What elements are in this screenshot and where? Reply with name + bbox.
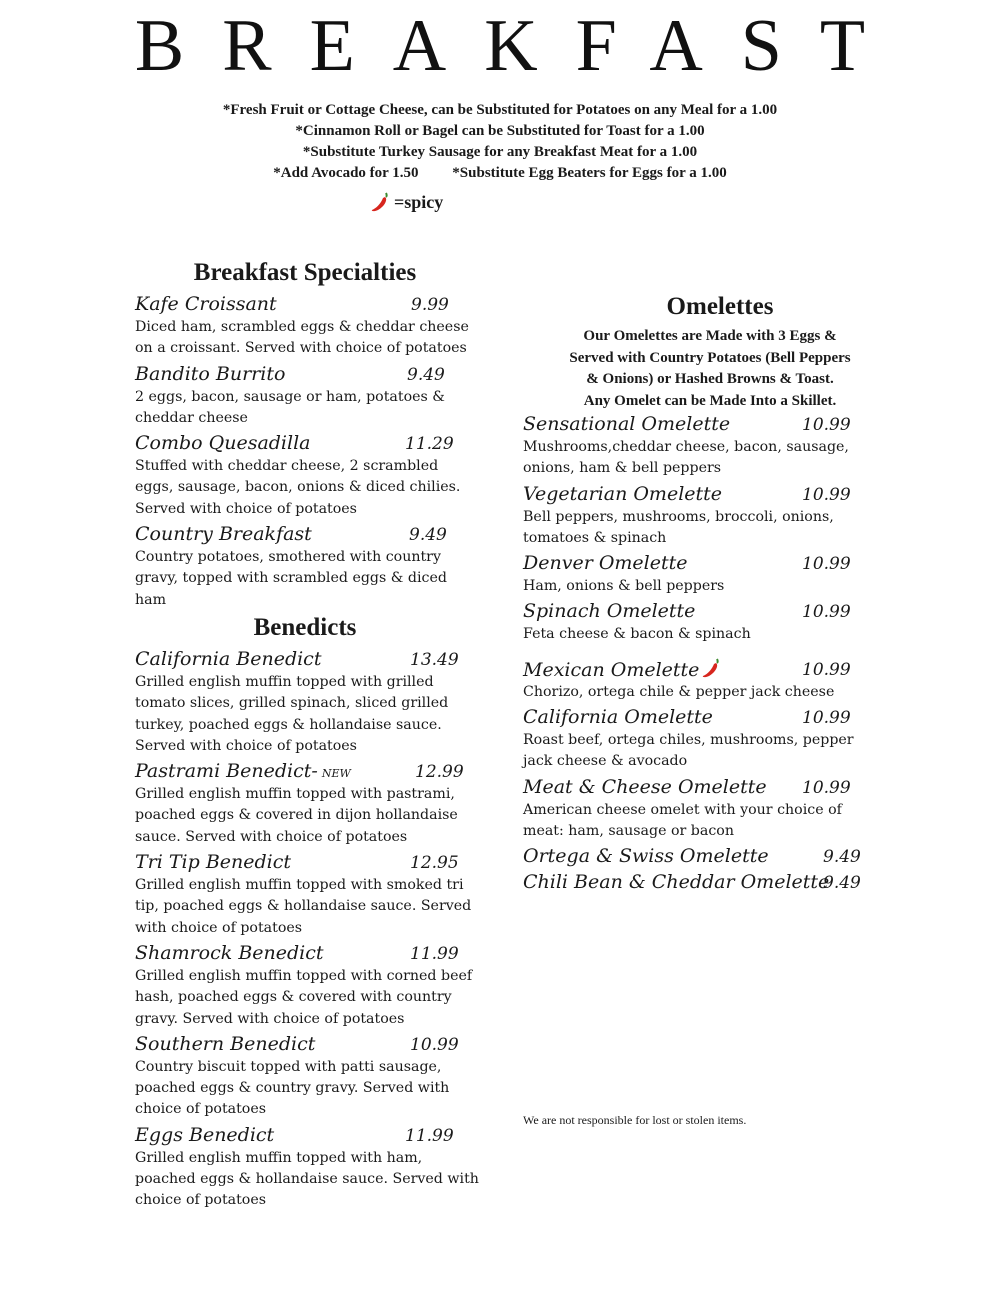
item-price: 10.99 [802, 415, 851, 435]
intro-line: & Onions) or Hashed Browns & Toast. [586, 371, 834, 387]
item-description: Chorizo, ortega chile & pepper jack cheese [523, 683, 835, 700]
item-price: 10.99 [802, 602, 851, 623]
item-price: 10.99 [802, 777, 851, 798]
item-description: Roast beef, ortega chiles, mushrooms, pepper jack cheese & avocado [523, 732, 854, 770]
item-name: Spinach Omelette [523, 600, 696, 623]
item-description: Mushrooms,cheddar cheese, bacon, sausage, onions, ham & bell peppers [523, 439, 849, 477]
menu-item [523, 774, 858, 843]
menu-item [523, 869, 861, 895]
menu-item [135, 521, 480, 611]
item-name: Meat & Cheese Omelette [523, 775, 767, 798]
omelette-intro [540, 326, 880, 412]
section-title-omelettes: Omelettes [666, 293, 774, 320]
item-price: 10.99 [802, 484, 851, 505]
item-name: Tri Tip Benedict [135, 851, 292, 874]
spicy-legend-label: =spicy [394, 191, 444, 212]
menu-item [135, 940, 480, 1030]
footer-note: We are not responsible for lost or stolen items. [523, 1113, 747, 1127]
note-line: *Fresh Fruit or Cottage Cheese, can be Substituted for Potatoes on any Meal for a 1.00 [222, 102, 778, 118]
omelettes-list [523, 411, 861, 895]
item-description: Grilled english muffin topped with corned beef hash, poached eggs & covered with country gravy. Served with choice of potatoes [135, 967, 473, 1027]
menu-item [135, 430, 480, 520]
menu-title: BREAKFAST [134, 5, 904, 87]
item-price: 9.49 [409, 525, 447, 546]
menu-item [523, 411, 858, 480]
item-description: Country potatoes, smothered with country gravy, topped with scrambled eggs & diced ham [135, 549, 447, 608]
item-name: Chili Bean & Cheddar Omelette [523, 871, 830, 894]
item-name: Denver Omelette [523, 552, 688, 575]
item-description: Grilled english muffin topped with pastrami, poached eggs & covered in dijon hollandaise sauce. Served with choice of potatoes [135, 786, 458, 845]
intro-line: Served with Country Potatoes (Bell Peppers [569, 349, 851, 366]
item-price: 9.49 [407, 364, 445, 385]
intro-line: Any Omelet can be Made Into a Skillet. [583, 392, 837, 409]
item-name: California Omelette [523, 706, 713, 729]
menu-item [523, 598, 858, 645]
menu-item [135, 758, 480, 848]
item-description: American cheese omelet with your choice of meat: ham, sausage or bacon [523, 801, 842, 839]
menu-item [135, 291, 480, 360]
item-price: 12.95 [410, 853, 459, 874]
item-name: Shamrock Benedict [135, 941, 324, 964]
new-badge: NEW [321, 767, 351, 781]
item-name: Bandito Burrito [135, 362, 286, 385]
menu-item [135, 1031, 480, 1121]
item-name: Country Breakfast [135, 523, 312, 546]
item-description: Feta cheese & bacon & spinach [523, 626, 751, 643]
menu-item [523, 656, 858, 703]
item-price: 12.99 [415, 762, 464, 783]
section-title-specialties: Breakfast Specialties [193, 259, 417, 286]
substitution-notes [0, 100, 1000, 184]
spicy-legend [368, 190, 443, 214]
menu-item [523, 843, 861, 869]
item-name: Sensational Omelette [523, 413, 731, 435]
item-price: 11.29 [405, 434, 454, 455]
item-price: 10.99 [410, 1034, 459, 1055]
item-name: Mexican Omelette [523, 656, 723, 683]
item-price: 9.49 [823, 847, 861, 868]
menu-item [135, 849, 480, 939]
item-description: Grilled english muffin topped with ham, poached eggs & hollandaise sauce. Served with choice of potatoes [135, 1149, 479, 1209]
item-price: 9.49 [823, 873, 861, 894]
chili-pepper-icon [699, 656, 723, 680]
item-price: 10.99 [802, 708, 851, 729]
item-price: 10.99 [802, 659, 851, 680]
item-description: Grilled english muffin topped with smoked tri tip, poached eggs & hollandaise sauce. Served with choice of potatoes [135, 877, 472, 936]
item-description: Ham, onions & bell peppers [523, 578, 725, 595]
item-name: Ortega & Swiss Omelette [523, 845, 769, 868]
item-name: Vegetarian Omelette [523, 482, 723, 505]
item-price: 11.99 [405, 1125, 454, 1146]
item-description: Grilled english muffin topped with grilled tomato slices, grilled spinach, sliced grilled turkey, poached eggs & hollandaise sauce. Served with choice of potatoes [135, 674, 449, 754]
specialties-list [135, 291, 480, 612]
note-line: *Cinnamon Roll or Bagel can be Substituted for Toast for a 1.00 [295, 123, 705, 139]
item-description: Bell peppers, mushrooms, broccoli, onions, tomatoes & spinach [523, 508, 834, 546]
intro-line: Our Omelettes are Made with 3 Eggs & [583, 328, 837, 344]
item-description: Stuffed with cheddar cheese, 2 scrambled eggs, sausage, bacon, onions & diced chilies. Served with choice of potatoes [135, 458, 461, 517]
menu-item [135, 361, 480, 430]
item-name: Pastrami Benedict- NEW [135, 760, 351, 783]
item-name: Combo Quesadilla [135, 432, 311, 455]
item-name: Eggs Benedict [135, 1123, 275, 1146]
item-price: 9.99 [411, 295, 449, 315]
item-description: 2 eggs, bacon, sausage or ham, potatoes & cheddar cheese [135, 388, 445, 426]
note-line: *Substitute Turkey Sausage for any Breakfast Meat for a 1.00 [302, 144, 698, 160]
benedicts-list [135, 646, 480, 1213]
menu-item [523, 704, 858, 773]
item-price: 10.99 [802, 554, 851, 575]
menu-item [523, 550, 858, 597]
menu-item [523, 481, 858, 550]
item-price: 11.99 [410, 943, 459, 964]
note-line: *Add Avocado for 1.50 *Substitute Egg Beaters for Eggs for a 1.00 [273, 165, 727, 181]
item-description: Diced ham, scrambled eggs & cheddar cheese on a croissant. Served with choice of potatoes [135, 319, 469, 357]
item-name: Southern Benedict [135, 1032, 316, 1055]
menu-item [135, 646, 480, 757]
item-name: Kafe Croissant [135, 293, 277, 315]
menu-item [135, 1122, 480, 1212]
chili-pepper-icon [368, 190, 392, 214]
section-title-benedicts: Benedicts [253, 614, 357, 641]
item-description: Country biscuit topped with patti sausage, poached eggs & country gravy. Served with choice of potatoes [135, 1058, 450, 1118]
item-price: 13.49 [410, 650, 459, 670]
item-name: California Benedict [135, 648, 322, 670]
